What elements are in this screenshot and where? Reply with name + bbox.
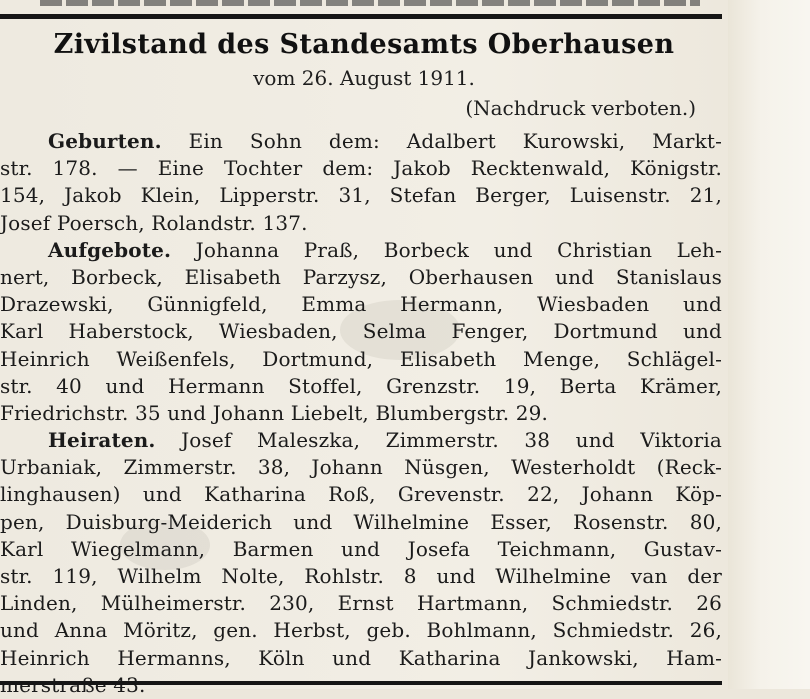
births-line: Josef Poersch, Rolandstr. 137.	[0, 210, 308, 235]
banns-line: Heinrich Weißenfels, Dortmund, Elisabeth Menge, Schlägel-	[0, 346, 722, 371]
births-line: Geburten. Ein Sohn dem: Adalbert Kurowski, Markt-	[48, 129, 722, 153]
article-title: Zivilstand des Standesamts Oberhausen	[53, 29, 675, 60]
previous-article-fragment	[40, 0, 700, 6]
births-line: 154, Jakob Klein, Lipperstr. 31, Stefan Berger, Luisenstr. 21,	[0, 183, 722, 208]
banns-line: str. 40 und Hermann Stoffel, Grenzstr. 19, Berta Krämer,	[0, 373, 722, 398]
page-margin	[728, 0, 810, 689]
marriages-line: Linden, Mülheimerstr. 230, Ernst Hartmann, Schmiedstr. 26	[0, 591, 722, 616]
section-heading: Aufgebote.	[48, 237, 172, 262]
marriages-line: Heiraten. Josef Maleszka, Zimmerstr. 38 und Viktoria	[48, 428, 722, 453]
marriages-line: und Anna Möritz, gen. Herbst, geb. Bohlmann, Schmiedstr. 26,	[0, 618, 722, 643]
marriages-line: linghausen) und Katharina Roß, Grevenstr. 22, Johann Köp-	[0, 482, 722, 507]
article-dateline: vom 26. August 1911.	[253, 66, 475, 90]
top-divider-rule	[0, 14, 722, 19]
births-line: str. 178. — Eine Tochter dem: Jakob Recktenwald, Königstr.	[0, 156, 722, 181]
section-heading: Geburten.	[48, 129, 162, 153]
marriages-line: pen, Duisburg-Meiderich und Wilhelmine Esser, Rosenstr. 80,	[0, 509, 722, 534]
banns-line: Drazewski, Günnigfeld, Emma Hermann, Wiesbaden und	[0, 292, 722, 317]
banns-line: Friedrichstr. 35 und Johann Liebelt, Blumbergstr. 29.	[0, 400, 548, 425]
reprint-notice: (Nachdruck verboten.)	[465, 96, 696, 120]
banns-line: nert, Borbeck, Elisabeth Parzysz, Oberhausen und Stanislaus	[0, 264, 722, 289]
marriages-line: Urbaniak, Zimmerstr. 38, Johann Nüsgen, Westerholdt (Reck-	[0, 455, 722, 480]
marriages-line: Heinrich Hermanns, Köln und Katharina Jankowski, Ham-	[0, 645, 722, 670]
marriages-line: Karl Wiegelmann, Barmen und Josefa Teichmann, Gustav-	[0, 536, 722, 561]
banns-line: Aufgebote. Johanna Praß, Borbeck und Christian Leh-	[48, 237, 722, 262]
section-heading: Heiraten.	[48, 428, 156, 453]
marriages-line: str. 119, Wilhelm Nolte, Rohlstr. 8 und Wilhelmine van der	[0, 564, 722, 588]
banns-line: Karl Haberstock, Wiesbaden, Selma Fenger, Dortmund und	[0, 319, 722, 344]
marriages-line	[0, 672, 722, 699]
article-body	[0, 128, 722, 699]
bottom-divider-rule	[0, 681, 722, 685]
